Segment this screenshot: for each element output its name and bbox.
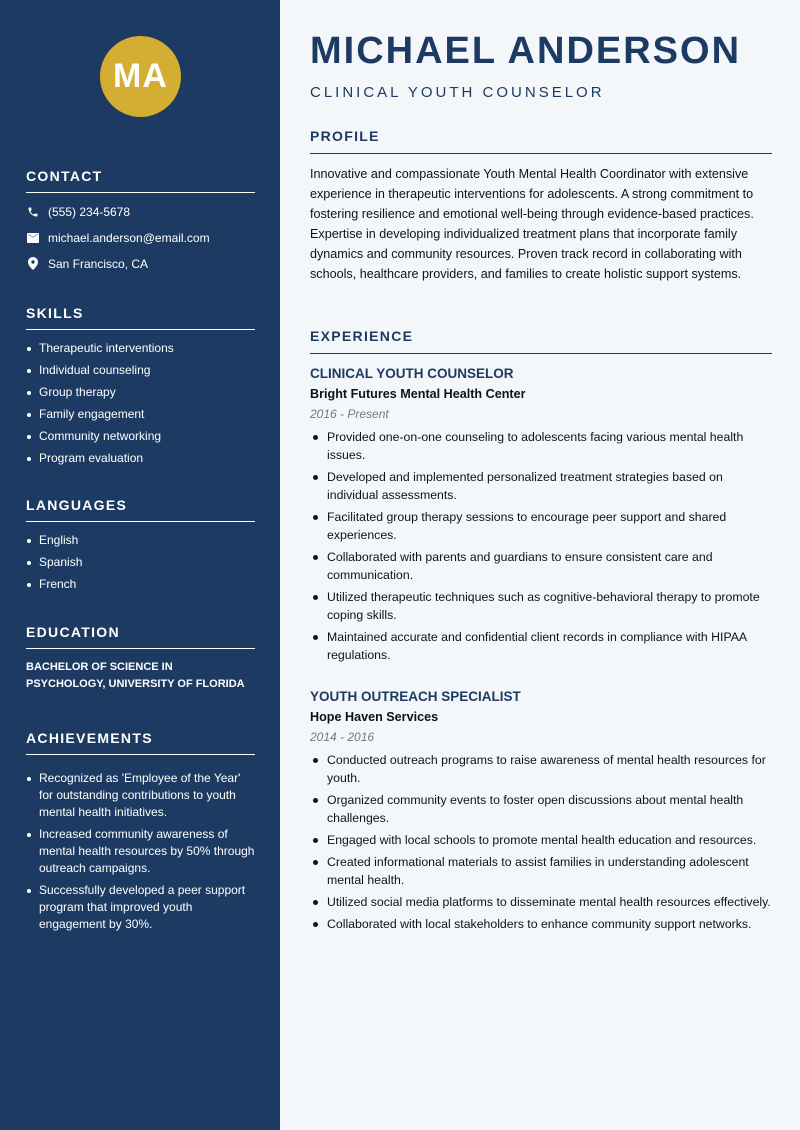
languages-title: LANGUAGES: [26, 497, 255, 522]
achievements-list: [26, 770, 255, 933]
language-item: French: [26, 576, 255, 593]
job-bullet: Collaborated with parents and guardians to ensure consistent care and communication.: [310, 548, 772, 584]
job-bullet: Facilitated group therapy sessions to encourage peer support and shared experiences.: [310, 508, 772, 544]
job-bullets: [310, 751, 772, 933]
job-entry: [310, 689, 772, 937]
phone-icon: [26, 205, 40, 219]
languages-section: [26, 497, 255, 598]
location-pin-icon: [26, 257, 40, 271]
achievements-section: [26, 730, 255, 938]
contact-location: [26, 256, 255, 271]
job-bullet: Maintained accurate and confidential client records in compliance with HIPAA regulations.: [310, 628, 772, 664]
degree-line: PSYCHOLOGY, UNIVERSITY OF FLORIDA: [26, 678, 245, 690]
skill-item: Family engagement: [26, 406, 255, 423]
contact-phone[interactable]: [26, 204, 255, 219]
education-title: EDUCATION: [26, 624, 255, 649]
job-entry: [310, 366, 772, 668]
job-bullet: Collaborated with local stakeholders to enhance community support networks.: [310, 915, 772, 933]
profile-title: PROFILE: [310, 128, 772, 154]
contact-email[interactable]: [26, 230, 255, 245]
degree-line: BACHELOR OF SCIENCE IN: [26, 661, 173, 673]
skill-item: Community networking: [26, 428, 255, 445]
languages-list: [26, 532, 255, 593]
job-title: YOUTH OUTREACH SPECIALIST: [310, 689, 521, 704]
job-bullets: [310, 428, 772, 664]
job-bullet: Utilized social media platforms to disseminate mental health resources effectively.: [310, 893, 772, 911]
job-bullet: Organized community events to foster open discussions about mental health challenges.: [310, 791, 772, 827]
job-title: CLINICAL YOUTH COUNSELOR: [310, 366, 514, 381]
skill-item: Program evaluation: [26, 450, 255, 467]
skills-section: [26, 305, 255, 472]
contact-section: [26, 168, 255, 271]
location-text: San Francisco, CA: [48, 256, 149, 271]
achievement-item: Successfully developed a peer support program that improved youth engagement by 30%.: [26, 882, 255, 933]
skill-item: Group therapy: [26, 384, 255, 401]
language-item: English: [26, 532, 255, 549]
achievement-item: Increased community awareness of mental health resources by 50% through outreach campaigns.: [26, 826, 255, 877]
skills-title: SKILLS: [26, 305, 255, 330]
job-dates: 2016 - Present: [310, 407, 389, 421]
job-bullet: Provided one-on-one counseling to adolescents facing various mental health issues.: [310, 428, 772, 464]
job-bullet: Utilized therapeutic techniques such as cognitive-behavioral therapy to promote coping skills.: [310, 588, 772, 624]
achievement-item: Recognized as 'Employee of the Year' for outstanding contributions to youth mental health initiatives.: [26, 770, 255, 821]
email-icon: [26, 231, 40, 245]
email-text: michael.anderson@email.com: [48, 230, 210, 245]
education-section: [26, 624, 255, 693]
job-bullet: Conducted outreach programs to raise awareness of mental health resources for youth.: [310, 751, 772, 787]
person-name: MICHAEL ANDERSON: [310, 30, 742, 72]
company-name: Hope Haven Services: [310, 710, 439, 724]
education-degree: [26, 659, 255, 693]
person-title: CLINICAL YOUTH COUNSELOR: [310, 84, 605, 101]
job-bullet: Created informational materials to assist families in understanding adolescent mental health.: [310, 853, 772, 889]
profile-text: Innovative and compassionate Youth Mental Health Coordinator with extensive experience in therapeutic interventions for adolescents. A strong commitment to fostering resilience and emotional well-being through evidence-based practices. Expertise in developing individualized treatment plans that incorporate family dynamics and community resources. Proven track record in collaborating with schools, healthcare providers, and families to create holistic support systems.: [310, 167, 754, 282]
achievements-title: ACHIEVEMENTS: [26, 730, 255, 755]
sidebar: [0, 0, 280, 1130]
skill-item: Therapeutic interventions: [26, 340, 255, 357]
company-name: Bright Futures Mental Health Center: [310, 387, 526, 401]
job-bullet: Engaged with local schools to promote mental health education and resources.: [310, 831, 772, 849]
language-item: Spanish: [26, 554, 255, 571]
avatar: MA: [100, 36, 181, 117]
skill-item: Individual counseling: [26, 362, 255, 379]
contact-title: CONTACT: [26, 168, 255, 193]
job-bullet: Developed and implemented personalized treatment strategies based on individual assessments.: [310, 468, 772, 504]
phone-text: (555) 234-5678: [48, 204, 131, 219]
experience-title: EXPERIENCE: [310, 328, 772, 354]
skills-list: [26, 340, 255, 467]
job-dates: 2014 - 2016: [310, 730, 375, 744]
